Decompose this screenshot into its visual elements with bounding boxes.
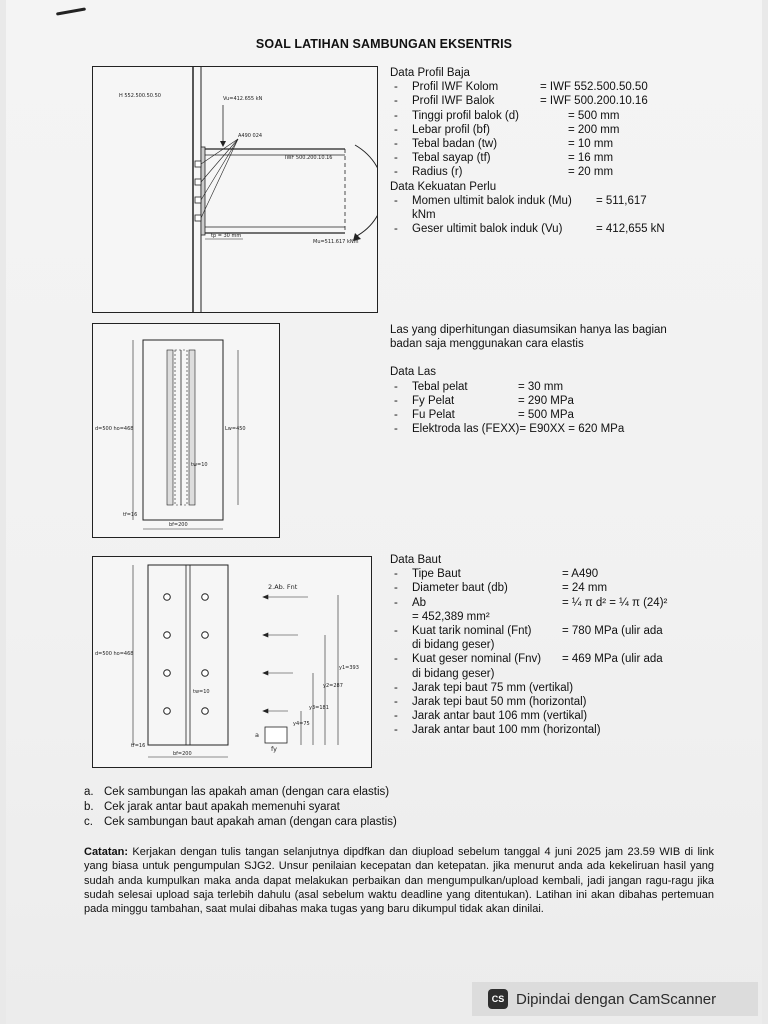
weld-intro: Las yang diperhitungan diasumsikan hanya las bagian badan saja menggunakan cara elastis [390,324,667,351]
fy-label: fy [271,745,278,753]
list-item: - Radius (r) = 20 mm [394,166,614,179]
list-item: - Tebal sayap (tf) = 16 mm [394,152,614,165]
note-paragraph [84,845,714,916]
list-item: - Geser ultimit balok induk (Vu) = 412,655 kN [394,223,665,236]
weld-heading: Data Las [390,366,437,379]
bolt-layout-figure [92,556,372,768]
list-item: - Elektroda las (FEXX) = E90XX = 620 MPa [394,423,625,436]
list-item: - Profil IWF Balok = IWF 500.200.10.16 [394,95,648,108]
question-item: c. Cek sambungan baut apakah aman (dengan cara plastis) [84,816,397,828]
force-label: 2.Ab. Fnt [268,583,298,591]
note-text: Kerjakan dengan tulis tangan selanjutnya dipdfkan dan diupload sebelum tanggal 4 juni 2025 jam 23.59 WIB di link yang biasa untuk pengumpulan SJG2. Unsur penilaian kecepatan dan ketepatan. jika menurut anda ada kekeliruan hasil yang sudah anda kumpulkan maka anda dapat melakukan perbaikan dan mengumpulkan/upload kembali, jadi jangan ragu-ragu jika sudah selesai upload saja terlebih dahulu (asal sebelum waktu deadline yang ditentukan). Latihan ini akan dibahas pertemuan pada minggu tambahan, saat mulai dibahas maka tugas yang baru dikumpul tidak akan dinilai. [84,846,714,916]
list-item: - Tinggi profil balok (d) = 500 mm [394,109,620,122]
a-label: a [255,731,259,739]
y4-label: y4=75 [293,721,310,727]
y2-label: y2=287 [323,683,343,689]
question-item: a. Cek sambungan las apakah aman (dengan cara elastis) [84,786,390,798]
question-list [84,785,397,830]
camscanner-logo-icon: CS [488,989,508,1009]
shear-arrow-head [220,141,226,147]
camscanner-text: Dipindai dengan CamScanner [516,990,717,1008]
connection-elevation-drawing [93,67,377,312]
column-label: H 552.500.50.50 [119,93,161,99]
list-item: - Jarak tepi baut 75 mm (vertikal) [394,681,574,694]
weld-section-drawing [93,324,279,537]
weld-section-figure [92,323,280,538]
list-item: - Diameter baut (db) = 24 mm [394,582,608,595]
d-label: d=500 ho=468 [95,426,134,432]
bolt-head [195,179,201,185]
moment-arrow [355,145,377,237]
connection-elevation-figure [92,66,378,313]
end-plate [201,147,205,235]
bolt-head [195,161,201,167]
tension-force-arrows [263,595,308,713]
tf-label: tf=16 [131,743,146,749]
question-item: b. Cek jarak antar baut apakah memenuhi syarat [84,801,340,813]
note-label: Catatan: [84,846,129,858]
beam-label: IWF 500.200.10.16 [285,155,333,161]
strength-heading: Data Kekuatan Perlu [390,180,497,193]
camscanner-watermark [472,982,758,1016]
weld-right [189,350,195,505]
list-item: - Tebal pelat = 30 mm [394,380,564,393]
bf-label: bf=200 [173,751,192,757]
tp-label: tp = 30 mm [211,233,242,239]
end-plate-outline [148,565,228,745]
list-item: - Ab = ¼ π d² = ¼ π (24)² [394,596,668,609]
list-item: - Jarak antar baut 106 mm (vertikal) [394,710,588,723]
bolt-section [390,553,700,738]
list-item-continuation: di bidang geser) [412,667,495,680]
list-item: - Tebal badan (tw) = 10 mm [394,138,614,151]
list-item: - Kuat tarik nominal (Fnt) = 780 MPa (ulir ada [394,625,663,638]
list-item-continuation: di bidang geser) [412,639,495,652]
vu-label: Vu=412.655 kN [223,96,263,102]
tw-label: tw=10 [193,689,210,695]
list-item-continuation: kNm [412,209,436,222]
list-item-continuation: = 452,389 mm² [412,610,490,623]
bolt-head [195,197,201,203]
plate-outline [143,340,223,520]
list-item: - Tipe Baut = A490 [394,568,599,581]
mu-label: Mu=511.617 kNm [313,239,359,245]
y3-label: y3=181 [309,705,329,711]
bolt-leader-lines [201,139,238,218]
list-item: - Momen ultimit balok induk (Mu) = 511,617 [394,194,647,207]
bolt-heads [195,161,201,221]
lw-label: Lw=450 [225,426,246,432]
page-title: SOAL LATIHAN SAMBUNGAN EKSENTRIS [255,37,513,51]
weld-section [390,323,690,436]
list-item: - Jarak antar baut 100 mm (horizontal) [394,724,601,737]
bolt-head [195,215,201,221]
bolt-label: A490 024 [238,133,263,139]
profile-section [390,66,720,236]
y1-label: y1=393 [339,665,359,671]
tf-label: tf=16 [123,512,138,518]
weld-left [167,350,173,505]
list-item: - Jarak tepi baut 50 mm (horizontal) [394,696,587,709]
list-item: - Profil IWF Kolom = IWF 552.500.50.50 [394,81,648,94]
bf-label: bf=200 [169,522,188,528]
d-label: d=500 ho=468 [95,651,134,657]
bolt-heading: Data Baut [390,554,442,566]
profile-heading: Data Profil Baja [390,67,470,79]
list-item: - Kuat geser nominal (Fnv) = 469 MPa (ulir ada [394,653,663,666]
list-item: - Fy Pelat = 290 MPa [394,394,574,407]
list-item: - Lebar profil (bf) = 200 mm [394,123,620,136]
list-item: - Fu Pelat = 500 MPa [394,409,574,422]
tw-label: tw=10 [191,462,208,468]
compression-block [265,727,287,743]
bolt-layout-drawing [93,557,371,767]
